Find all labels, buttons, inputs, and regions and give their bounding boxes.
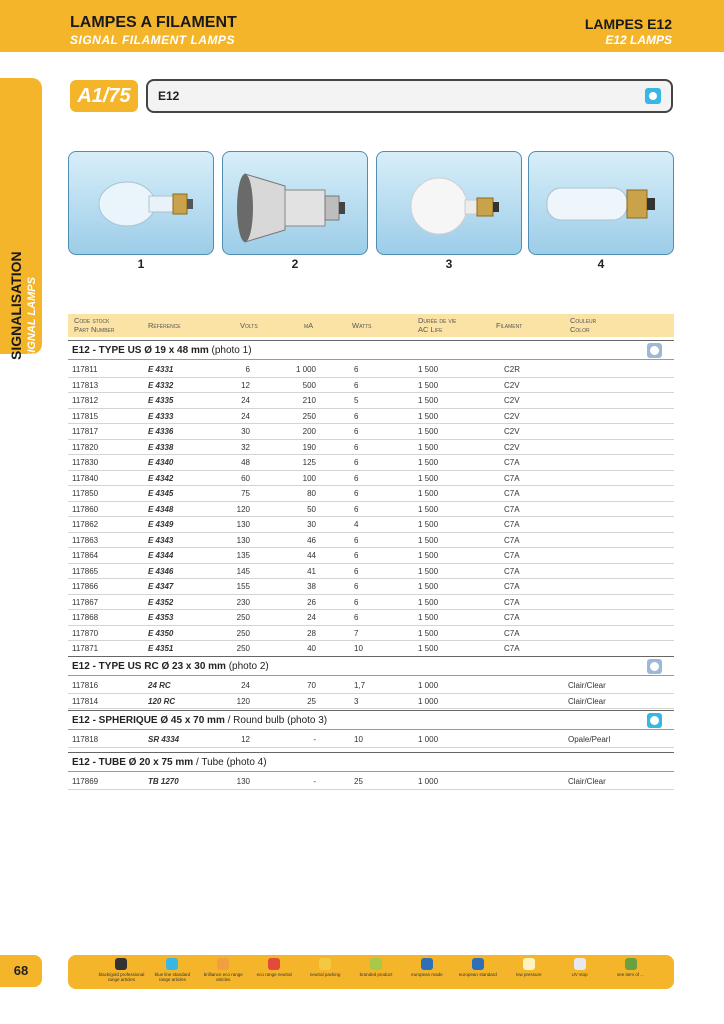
table-cell: E 4353 bbox=[148, 613, 174, 622]
th-life-en: AC Life bbox=[418, 325, 443, 334]
legend-label: brilliance eco range articles bbox=[203, 972, 243, 982]
table-cell: 120 RC bbox=[148, 696, 176, 706]
table-cell: E 4336 bbox=[148, 427, 174, 436]
table-row bbox=[68, 455, 674, 471]
table-cell: 6 bbox=[354, 411, 359, 421]
photo-number-1: 1 bbox=[137, 257, 145, 271]
table-cell: 1 500 bbox=[418, 551, 439, 560]
table-cell: 130 bbox=[236, 535, 250, 545]
table-cell: 1 500 bbox=[418, 597, 439, 607]
table-cell: 1 500 bbox=[418, 535, 439, 545]
header-right-subtitle: E12 LAMPS bbox=[605, 33, 672, 47]
table-cell: 6 bbox=[354, 504, 359, 514]
table-cell: 1 500 bbox=[418, 411, 439, 421]
section-title-rest: / Round bulb (photo 3) bbox=[224, 715, 328, 726]
legend-label: neutral packing bbox=[309, 972, 341, 977]
table-row bbox=[68, 774, 674, 790]
table-cell: C7A bbox=[504, 628, 520, 638]
table-cell: E 4344 bbox=[148, 551, 174, 560]
legend-label: black/gold professional range articles bbox=[98, 972, 145, 982]
table-cell: Clair/Clear bbox=[568, 696, 606, 706]
table-cell: 48 bbox=[241, 458, 250, 467]
legend-label: blue line standard range articles bbox=[154, 972, 191, 982]
table-cell: 117818 bbox=[72, 735, 99, 744]
table-cell: 500 bbox=[302, 380, 316, 390]
table-cell: 1 500 bbox=[418, 566, 439, 576]
section-header bbox=[68, 340, 674, 360]
th-filament: Filament bbox=[496, 321, 523, 330]
table-cell: 24 RC bbox=[148, 681, 171, 690]
table-cell: 46 bbox=[307, 535, 316, 545]
table-row bbox=[68, 486, 674, 502]
table-cell: 60 bbox=[241, 473, 250, 483]
table-cell: 3 bbox=[354, 696, 359, 706]
table-cell: C7A bbox=[504, 520, 520, 529]
table-cell: 155 bbox=[236, 582, 250, 591]
table-cell: 130 bbox=[236, 520, 250, 529]
legend-label: UV stop bbox=[571, 972, 588, 977]
table-cell: 125 bbox=[302, 458, 316, 467]
table-cell: 117870 bbox=[72, 628, 99, 638]
legend-icon bbox=[421, 958, 433, 970]
table-cell: 6 bbox=[354, 597, 359, 607]
photo-number-4: 4 bbox=[597, 257, 605, 271]
table-cell: 40 bbox=[307, 644, 316, 653]
photo-1-bulb-image bbox=[68, 151, 214, 255]
page-number: 68 bbox=[0, 955, 42, 987]
table-cell: 210 bbox=[302, 396, 316, 405]
table-cell: 200 bbox=[302, 427, 316, 436]
th-color: Couleur bbox=[570, 316, 597, 325]
th-color-en: Color bbox=[570, 325, 590, 334]
table-cell: 120 bbox=[236, 696, 250, 706]
table-cell: 1 000 bbox=[418, 777, 439, 786]
table-cell: 1 000 bbox=[418, 681, 439, 690]
table-cell: 6 bbox=[354, 458, 359, 467]
table-cell: 1 500 bbox=[418, 396, 439, 405]
photo-2-reflector-image bbox=[222, 151, 368, 255]
table-cell: 6 bbox=[354, 489, 359, 498]
table-cell: 135 bbox=[236, 551, 250, 560]
th-code-en: Part Number bbox=[74, 325, 115, 334]
th-reference: Référence bbox=[148, 321, 181, 330]
table-cell: E 4347 bbox=[148, 582, 174, 591]
section-header bbox=[68, 656, 674, 676]
table-cell: C2V bbox=[504, 427, 520, 436]
range-icon bbox=[647, 659, 662, 674]
table-cell: 26 bbox=[307, 597, 316, 607]
table-cell: 130 bbox=[236, 777, 250, 786]
table-cell: 1 500 bbox=[418, 628, 439, 638]
range-icon bbox=[647, 343, 662, 358]
table-cell: 6 bbox=[354, 365, 359, 374]
table-cell: E 4340 bbox=[148, 458, 174, 467]
table-cell: 1 500 bbox=[418, 458, 439, 467]
table-cell: 117869 bbox=[72, 777, 99, 786]
legend-icon bbox=[574, 958, 586, 970]
table-row bbox=[68, 362, 674, 378]
th-watts: Watts bbox=[352, 321, 372, 330]
legend-item bbox=[149, 958, 196, 982]
photo-strip bbox=[68, 151, 674, 271]
table-row bbox=[68, 440, 674, 456]
table-row bbox=[68, 610, 674, 626]
table-cell: C7A bbox=[504, 489, 520, 498]
legend-icon bbox=[523, 958, 535, 970]
table-cell: E 4343 bbox=[148, 535, 174, 545]
code-badge: A1/75 bbox=[70, 80, 138, 112]
table-cell: C2V bbox=[504, 442, 520, 452]
table-row bbox=[68, 694, 674, 710]
table-cell: 1 000 bbox=[418, 735, 439, 744]
side-tab bbox=[0, 78, 42, 360]
table-cell: 6 bbox=[354, 582, 359, 591]
table-cell: E 4332 bbox=[148, 380, 174, 390]
table-cell: 30 bbox=[241, 427, 250, 436]
table-cell: 250 bbox=[302, 411, 316, 421]
table-cell: 145 bbox=[236, 566, 250, 576]
table-cell: 1 500 bbox=[418, 582, 439, 591]
table-cell: C7A bbox=[504, 644, 520, 653]
table-cell: 12 bbox=[241, 380, 250, 390]
table-cell: 6 bbox=[354, 442, 359, 452]
table-row bbox=[68, 471, 674, 487]
legend-label: eco range neutral bbox=[256, 972, 292, 977]
legend-item bbox=[454, 958, 501, 977]
blue-line-icon bbox=[645, 88, 661, 104]
table-cell: 25 bbox=[354, 777, 363, 786]
table-cell: C7A bbox=[504, 551, 520, 560]
table-cell: 1 500 bbox=[418, 473, 439, 483]
legend-item bbox=[98, 958, 145, 982]
legend-label: low pressure bbox=[515, 972, 542, 977]
table-cell: 117866 bbox=[72, 582, 99, 591]
th-ma: mA bbox=[304, 321, 314, 330]
table-row bbox=[68, 579, 674, 595]
table-cell: Clair/Clear bbox=[568, 777, 606, 786]
table-cell: 117867 bbox=[72, 597, 99, 607]
table-cell: 50 bbox=[307, 504, 316, 514]
table-cell: 24 bbox=[241, 411, 250, 421]
table-row bbox=[68, 548, 674, 564]
section-title bbox=[72, 661, 269, 672]
legend-item bbox=[251, 958, 298, 977]
table-cell: 117865 bbox=[72, 566, 99, 576]
side-subtitle: SIGNAL LAMPS bbox=[26, 277, 38, 360]
table-row bbox=[68, 595, 674, 611]
table-cell: E 4338 bbox=[148, 442, 174, 452]
table-cell: 100 bbox=[302, 473, 316, 483]
footer-legend bbox=[68, 955, 674, 989]
table-cell: 7 bbox=[354, 628, 359, 638]
table-cell: C7A bbox=[504, 473, 520, 483]
table-cell: 250 bbox=[236, 628, 250, 638]
table-row bbox=[68, 533, 674, 549]
table-cell: 24 bbox=[241, 681, 250, 690]
table-cell: 1 500 bbox=[418, 442, 439, 452]
table-cell: C7A bbox=[504, 458, 520, 467]
table-cell: Clair/Clear bbox=[568, 681, 606, 690]
table-cell: 117871 bbox=[72, 644, 99, 653]
legend-item bbox=[302, 958, 349, 977]
side-title: SIGNALISATION bbox=[8, 251, 24, 360]
section-title-bold: E12 - SPHERIQUE Ø 45 x 70 mm bbox=[72, 715, 225, 726]
table-row bbox=[68, 502, 674, 518]
section-title-rest: (photo 2) bbox=[225, 661, 269, 672]
table-cell: 250 bbox=[236, 613, 250, 622]
table-cell: 1 500 bbox=[418, 427, 439, 436]
table-cell: E 4342 bbox=[148, 473, 174, 483]
table-cell: E 4331 bbox=[148, 365, 174, 374]
table-row bbox=[68, 732, 674, 748]
table-cell: 1,7 bbox=[354, 681, 366, 690]
table-cell: 12 bbox=[241, 735, 250, 744]
table-cell: 117862 bbox=[72, 520, 99, 529]
table-cell: 1 500 bbox=[418, 504, 439, 514]
photo-number-3: 3 bbox=[445, 257, 453, 271]
table-cell: 28 bbox=[307, 628, 316, 638]
table-cell: 230 bbox=[236, 597, 250, 607]
legend-item bbox=[353, 958, 400, 977]
table-cell: 190 bbox=[302, 442, 316, 452]
table-cell: E 4350 bbox=[148, 628, 174, 638]
table-cell: C2V bbox=[504, 380, 520, 390]
table-cell: E 4349 bbox=[148, 520, 174, 529]
table-cell: C2V bbox=[504, 396, 520, 405]
table-cell: 117864 bbox=[72, 551, 99, 560]
table-cell: - bbox=[313, 777, 316, 786]
table-cell: 117860 bbox=[72, 504, 99, 514]
table-cell: 117850 bbox=[72, 489, 99, 498]
table-row bbox=[68, 626, 674, 642]
header-subtitle: SIGNAL FILAMENT LAMPS bbox=[70, 33, 235, 47]
table-cell: C2R bbox=[504, 365, 521, 374]
top-header-bar bbox=[0, 0, 724, 52]
category-bar bbox=[146, 79, 673, 113]
header-title: LAMPES A FILAMENT bbox=[70, 14, 237, 31]
table-cell: E 4345 bbox=[148, 489, 174, 498]
th-code: Code stock bbox=[74, 316, 110, 325]
table-cell: 30 bbox=[307, 520, 316, 529]
table-cell: C2V bbox=[504, 411, 520, 421]
legend-icon bbox=[268, 958, 280, 970]
table-cell: Opale/Pearl bbox=[568, 735, 611, 744]
table-cell: 25 bbox=[307, 696, 316, 706]
table-cell: 80 bbox=[307, 489, 316, 498]
photo-3-round-bulb-image bbox=[376, 151, 522, 255]
table-cell: 10 bbox=[354, 735, 363, 744]
legend-label: see item of ... bbox=[617, 972, 645, 977]
table-row bbox=[68, 424, 674, 440]
table-cell: 38 bbox=[307, 582, 316, 591]
table-cell: 117868 bbox=[72, 613, 99, 622]
table-cell: E 4333 bbox=[148, 411, 174, 421]
th-volts: Volts bbox=[240, 321, 258, 330]
section-title-rest: (photo 1) bbox=[208, 345, 252, 356]
section-header bbox=[68, 752, 674, 772]
photo-number-2: 2 bbox=[291, 257, 299, 271]
legend-icon bbox=[472, 958, 484, 970]
legend-item bbox=[607, 958, 654, 977]
table-cell: 117820 bbox=[72, 442, 99, 452]
table-row bbox=[68, 678, 674, 694]
section-title bbox=[72, 757, 267, 768]
table-row bbox=[68, 517, 674, 533]
legend-item bbox=[200, 958, 247, 982]
header-right-title: LAMPES E12 bbox=[584, 16, 672, 32]
section-header bbox=[68, 710, 674, 730]
table-row bbox=[68, 393, 674, 409]
legend-label: european standard bbox=[458, 972, 497, 977]
table-cell: 117813 bbox=[72, 380, 99, 390]
table-cell: C7A bbox=[504, 504, 520, 514]
legend-item bbox=[403, 958, 450, 977]
table-cell: 41 bbox=[307, 566, 316, 576]
table-cell: 32 bbox=[241, 442, 250, 452]
table-cell: E 4351 bbox=[148, 644, 174, 653]
table-cell: 1 500 bbox=[418, 380, 439, 390]
table-cell: 44 bbox=[307, 551, 316, 560]
table-cell: E 4348 bbox=[148, 504, 174, 514]
legend-icon bbox=[115, 958, 127, 970]
table-cell: 1 500 bbox=[418, 489, 439, 498]
table-cell: 6 bbox=[354, 566, 359, 576]
table-cell: SR 4334 bbox=[148, 735, 180, 744]
section-title-bold: E12 - TYPE US RC Ø 23 x 30 mm bbox=[72, 661, 226, 672]
table-cell: 6 bbox=[245, 365, 250, 374]
table-cell: 5 bbox=[354, 396, 359, 405]
table-cell: 117812 bbox=[72, 396, 99, 405]
table-row bbox=[68, 409, 674, 425]
table-cell: 117811 bbox=[72, 365, 98, 374]
table-cell: E 4346 bbox=[148, 566, 174, 576]
table-cell: C7A bbox=[504, 566, 520, 576]
legend-icon bbox=[166, 958, 178, 970]
table-cell: 1 500 bbox=[418, 644, 439, 653]
table-cell: 117863 bbox=[72, 535, 99, 545]
table-cell: 6 bbox=[354, 551, 359, 560]
table-cell: 6 bbox=[354, 427, 359, 436]
table-cell: 75 bbox=[241, 489, 250, 498]
legend-icon bbox=[217, 958, 229, 970]
table-cell: 1 500 bbox=[418, 613, 439, 622]
section-title-rest: / Tube (photo 4) bbox=[193, 757, 267, 768]
section-title bbox=[72, 345, 252, 356]
category-label: E12 bbox=[158, 89, 180, 103]
table-cell: 117817 bbox=[72, 427, 99, 436]
table-cell: 6 bbox=[354, 380, 359, 390]
table-cell: 120 bbox=[236, 504, 250, 514]
legend-item bbox=[556, 958, 603, 977]
section-title-bold: E12 - TYPE US Ø 19 x 48 mm bbox=[72, 345, 209, 356]
table-cell: 1 000 bbox=[418, 696, 439, 706]
table-row bbox=[68, 564, 674, 580]
legend-label: branded product bbox=[359, 972, 393, 977]
table-header bbox=[68, 314, 674, 337]
table-cell: 70 bbox=[307, 681, 316, 690]
legend-icon bbox=[625, 958, 637, 970]
legend-item bbox=[505, 958, 552, 977]
range-icon bbox=[647, 713, 662, 728]
table-cell: 117840 bbox=[72, 473, 99, 483]
table-cell: 24 bbox=[307, 613, 316, 622]
table-cell: 10 bbox=[354, 644, 363, 653]
section-title-bold: E12 - TUBE Ø 20 x 75 mm bbox=[72, 757, 194, 768]
table-cell: C7A bbox=[504, 597, 520, 607]
table-cell: - bbox=[313, 735, 316, 744]
th-life: Durée de vie bbox=[418, 316, 457, 325]
table-row bbox=[68, 378, 674, 394]
table-cell: 117816 bbox=[72, 681, 99, 690]
table-cell: C7A bbox=[504, 613, 520, 622]
table-cell: 1 500 bbox=[418, 365, 439, 374]
table-cell: 6 bbox=[354, 535, 359, 545]
table-cell: 4 bbox=[354, 520, 359, 529]
table-cell: 117815 bbox=[72, 411, 99, 421]
table-cell: 1 500 bbox=[418, 520, 439, 529]
table-cell: E 4335 bbox=[148, 396, 174, 405]
section-title bbox=[72, 715, 327, 726]
table-cell: 117814 bbox=[72, 696, 99, 706]
table-cell: 6 bbox=[354, 473, 359, 483]
legend-icon bbox=[319, 958, 331, 970]
table-cell: 250 bbox=[236, 644, 250, 653]
table-cell: TB 1270 bbox=[148, 777, 179, 786]
table-cell: C7A bbox=[504, 535, 520, 545]
table-cell: 117830 bbox=[72, 458, 99, 467]
table-cell: C7A bbox=[504, 582, 520, 591]
table-cell: E 4352 bbox=[148, 597, 174, 607]
table-cell: 1 000 bbox=[295, 365, 316, 374]
legend-icon bbox=[370, 958, 382, 970]
legend-label: european made bbox=[411, 972, 443, 977]
photo-4-tube-image bbox=[528, 151, 674, 255]
table-cell: 24 bbox=[241, 396, 250, 405]
table-cell: 6 bbox=[354, 613, 359, 622]
table-row bbox=[68, 641, 674, 657]
